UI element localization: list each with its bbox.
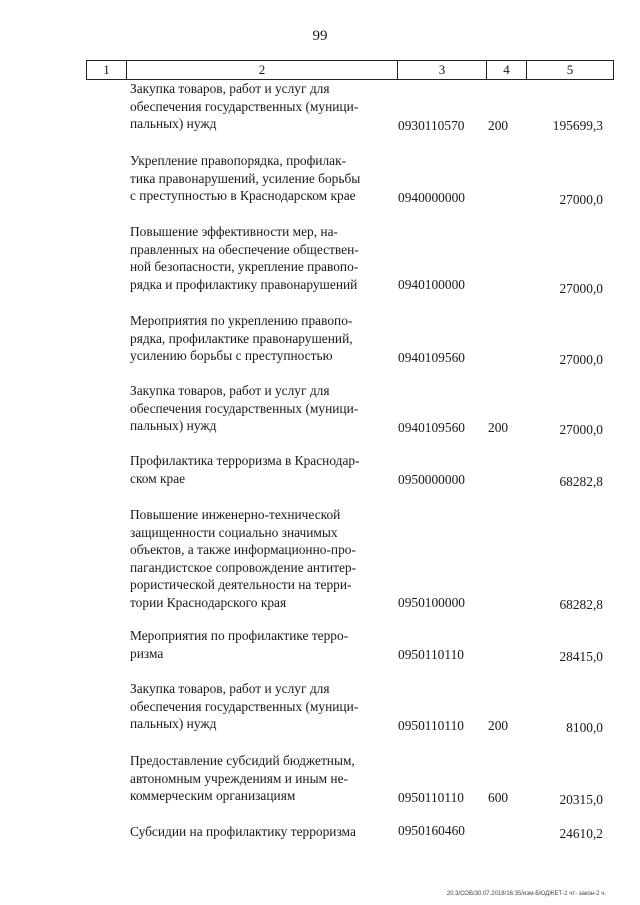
header-col-3: 3 bbox=[398, 61, 487, 79]
description-line: ризма bbox=[130, 645, 164, 661]
description-line: коммерческим организациям bbox=[130, 788, 296, 803]
description-line: защищенности социально значимых bbox=[130, 524, 338, 540]
row-code: 0940109560 bbox=[398, 350, 465, 365]
description-line: Предоставление субсидий бюджетным, bbox=[130, 753, 355, 768]
description-line: Закупка товаров, работ и услуг для bbox=[130, 681, 330, 696]
description-line: рористической деятельности на терри- bbox=[130, 577, 352, 592]
description-line: с преступностью в Краснодарском крае bbox=[130, 188, 356, 203]
row-code: 0930110570 bbox=[398, 118, 465, 133]
row-code: 0950160460 bbox=[398, 823, 465, 838]
row-description bbox=[130, 452, 392, 487]
description-line: пальных) нужд bbox=[130, 716, 217, 731]
header-col-1: 1 bbox=[87, 61, 127, 79]
row-amount: 20315,0 bbox=[559, 792, 603, 807]
description-line: Мероприятия по укреплению правопо- bbox=[130, 313, 353, 328]
description-line: Закупка товаров, работ и услуг для bbox=[130, 81, 330, 96]
header-col-5: 5 bbox=[566, 62, 574, 77]
row-amount: 195699,3 bbox=[552, 118, 603, 133]
row-description bbox=[130, 152, 392, 205]
description-line: правленных на обеспечение обществен- bbox=[130, 241, 359, 257]
description-line: ной безопасности, укрепление правопо- bbox=[130, 259, 359, 274]
row-amount: 27000,0 bbox=[559, 422, 603, 437]
description-line: Повышение инженерно-технической bbox=[130, 507, 341, 522]
description-line: Закупка товаров, работ и услуг для bbox=[130, 383, 330, 398]
row-description bbox=[130, 823, 392, 841]
row-description bbox=[130, 680, 392, 733]
row-code: 0950110110 bbox=[398, 790, 464, 805]
row-code: 0940100000 bbox=[398, 277, 465, 292]
row-description bbox=[130, 80, 392, 133]
description-line: пагандистское сопровождение антитер- bbox=[130, 559, 357, 575]
description-line: ском крае bbox=[130, 470, 186, 486]
row-amount: 24610,2 bbox=[559, 826, 603, 841]
description-line: тории Краснодарского края bbox=[130, 594, 287, 610]
description-line: обеспечения государственных (муници- bbox=[130, 698, 359, 714]
row-code: 0950000000 bbox=[398, 472, 465, 487]
row-description bbox=[130, 627, 392, 662]
row-amount: 27000,0 bbox=[559, 192, 603, 207]
footer-stamp: 20.3/СОВ/30.07.2018/16:35/изм-БЮДЖЕТ-2 чт- закон-2 ч. bbox=[446, 891, 606, 897]
description-line: рядка, профилактике правонарушений, bbox=[130, 330, 353, 346]
header-col-2: 2 bbox=[127, 61, 398, 79]
description-line: пальных) нужд bbox=[130, 418, 217, 433]
row-code: 0940109560 bbox=[398, 420, 465, 435]
description-line: обеспечения государственных (муници- bbox=[130, 98, 359, 114]
row-code: 0950110110 bbox=[398, 647, 464, 662]
row-description bbox=[130, 506, 392, 611]
row-type: 600 bbox=[488, 790, 509, 805]
description-line: тика правонарушений, усиление борьбы bbox=[130, 170, 361, 186]
row-amount: 8100,0 bbox=[566, 720, 603, 735]
description-line: Субсидии на профилактику терроризма bbox=[130, 824, 356, 839]
row-description bbox=[130, 752, 392, 805]
row-amount: 28415,0 bbox=[559, 649, 603, 664]
row-code: 0950100000 bbox=[398, 595, 465, 610]
row-type: 200 bbox=[488, 718, 509, 733]
description-line: рядка и профилактику правонарушений bbox=[130, 276, 358, 292]
description-line: пальных) нужд bbox=[130, 116, 217, 131]
row-amount: 68282,8 bbox=[559, 474, 603, 489]
row-amount: 27000,0 bbox=[559, 352, 603, 367]
description-line: Мероприятия по профилактике терро- bbox=[130, 628, 349, 643]
row-code: 0950110110 bbox=[398, 718, 464, 733]
row-type: 200 bbox=[488, 420, 509, 435]
description-line: обеспечения государственных (муници- bbox=[130, 400, 359, 416]
row-description bbox=[130, 223, 392, 293]
row-description bbox=[130, 382, 392, 435]
row-amount: 68282,8 bbox=[559, 597, 603, 612]
row-amount: 27000,0 bbox=[559, 281, 603, 296]
description-line: Укрепление правопорядка, профилак- bbox=[130, 153, 347, 168]
description-line: автономным учреждениям и иным не- bbox=[130, 770, 348, 786]
page-number: 99 bbox=[312, 28, 328, 44]
row-type: 200 bbox=[488, 118, 509, 133]
header-col-4: 4 bbox=[487, 61, 527, 79]
description-line: Повышение эффективности мер, на- bbox=[130, 224, 338, 239]
row-code: 0940000000 bbox=[398, 190, 465, 205]
description-line: усилению борьбы с преступностью bbox=[130, 348, 333, 363]
description-line: объектов, а также информационно-про- bbox=[130, 542, 356, 557]
description-line: Профилактика терроризма в Краснодар- bbox=[130, 453, 360, 468]
row-description bbox=[130, 312, 392, 365]
table-header bbox=[86, 60, 614, 80]
